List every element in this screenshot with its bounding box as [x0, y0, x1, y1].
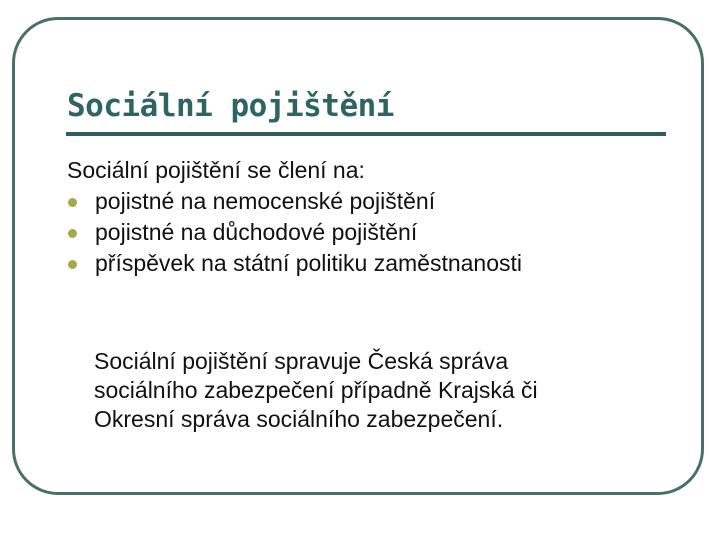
bullet-dot-icon	[68, 198, 77, 207]
bullet-item	[67, 217, 522, 248]
intro-text: Sociální pojištění se člení na:	[67, 157, 365, 183]
bullet-list	[67, 186, 522, 279]
slide-title: Sociální pojištění	[67, 88, 394, 124]
paragraph-line: Sociální pojištění spravuje Česká správa	[94, 348, 509, 374]
title-underline	[66, 132, 666, 136]
slide-body	[67, 155, 522, 279]
administration-paragraph	[94, 347, 654, 434]
bullet-dot-icon	[68, 229, 77, 238]
paragraph-line: sociálního zabezpečení případně Krajská či	[94, 377, 538, 403]
bullet-text: pojistné na důchodové pojištění	[95, 219, 418, 245]
bullet-dot-icon	[68, 260, 77, 269]
bullet-item	[67, 248, 522, 279]
paragraph-line: Okresní správa sociálního zabezpečení.	[94, 406, 504, 432]
bullet-item	[67, 186, 522, 217]
bullet-text: příspěvek na státní politiku zaměstnanosti	[95, 250, 523, 276]
bullet-text: pojistné na nemocenské pojištění	[95, 188, 436, 214]
